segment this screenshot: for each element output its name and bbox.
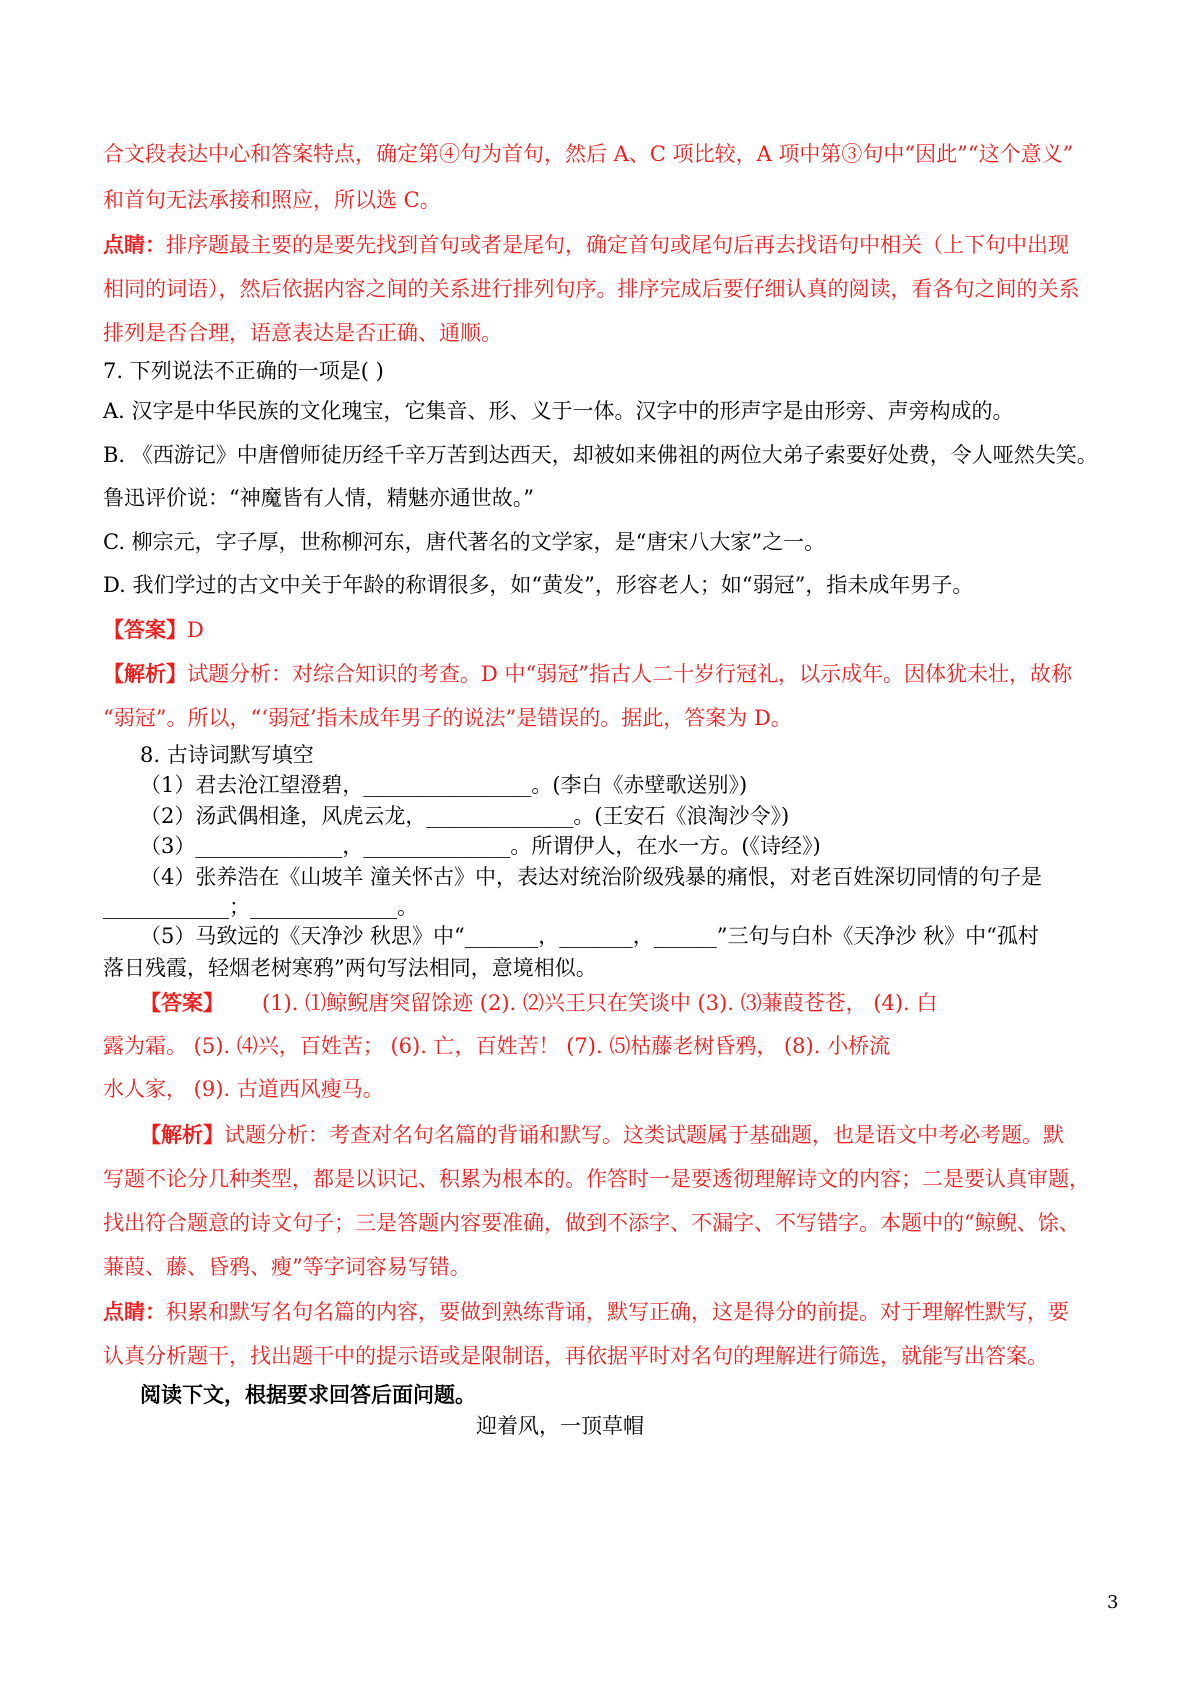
page-number: 3	[1107, 1592, 1119, 1613]
question-8-item-3: （3）______________，______________。所谓伊人，在水一方。(《诗经》)	[140, 834, 821, 858]
question-8-item-1: （1）君去沧江望澄碧，________________。(李白《赤壁歌送别》)	[140, 773, 748, 797]
explanation-line: 合文段表达中心和答案特点，确定第④句为首句，然后 A、C 项比较，A 项中第③句中“因此”“这个意义”	[103, 142, 1074, 166]
reading-title: 迎着风，一顶草帽	[476, 1414, 644, 1438]
question-7-stem: 7. 下列说法不正确的一项是( )	[103, 359, 384, 383]
tip-text: 积累和默写名句名篇的内容，要做到熟练背诵，默写正确，这是得分的前提。对于理解性默写，要	[166, 1300, 1069, 1324]
tip-paragraph	[103, 230, 1069, 260]
question-7-option-d: D. 我们学过的古文中关于年龄的称谓很多，如“黄发”，形容老人；如“弱冠”，指未成年男子。	[103, 573, 974, 597]
analysis-label: 【解析】	[140, 1122, 224, 1147]
question-8-analysis-cont: 写题不论分几种类型，都是以识记、积累为根本的。作答时一是要透彻理解诗文的内容；二是要认真审题，	[103, 1167, 1090, 1191]
question-8-tip-cont: 认真分析题干，找出题干中的提示语或是限制语，再依据平时对名句的理解进行筛选，就能写出答案。	[103, 1344, 1048, 1368]
question-8-analysis-cont: 找出符合题意的诗文句子；三是答题内容要准确，做到不添字、不漏字、不写错字。本题中的“鲸鲵、馀、	[103, 1211, 1080, 1235]
analysis-text: 试题分析：考查对名句名篇的背诵和默写。这类试题属于基础题，也是语文中考必考题。默	[224, 1123, 1064, 1147]
question-7-answer	[103, 615, 204, 645]
analysis-label: 【解析】	[103, 661, 187, 686]
answer-label: 【答案】	[140, 990, 224, 1015]
question-7-option-b-cont: 鲁迅评价说：“神魔皆有人情，精魅亦通世故。”	[103, 486, 534, 510]
question-7-option-a: A. 汉字是中华民族的文化瑰宝，它集音、形、义于一体。汉字中的形声字是由形旁、声旁构成的。	[103, 399, 1014, 423]
explanation-line: 和首句无法承接和照应，所以选 C。	[103, 188, 441, 212]
answer-text: (1). ⑴鲸鲵唐突留馀迹 (2). ⑵兴王只在笑谈中 (3). ⑶蒹葭苍苍， (4). 白	[262, 991, 938, 1015]
question-7-option-c: C. 柳宗元，字子厚，世称柳河东，唐代著名的文学家，是“唐宋八大家”之一。	[103, 530, 826, 554]
tip-line: 排列是否合理，语意表达是否正确、通顺。	[103, 321, 502, 345]
question-8-answer-cont: 露为霜。 (5). ⑷兴，百姓苦； (6). 亡，百姓苦！ (7). ⑸枯藤老树昏鸦， (8). 小桥流	[103, 1034, 891, 1058]
tip-label: 点睛：	[103, 1299, 166, 1324]
question-7-analysis	[103, 659, 1072, 689]
question-8-item-5: （5）马致远的《天净沙 秋思》中“_______，_______，______”三句与白朴《天净沙 秋》中“孤村	[140, 924, 1039, 948]
answer-value: D	[187, 618, 204, 642]
question-8-item-4: （4）张养浩在《山坡羊 潼关怀古》中，表达对统治阶级残暴的痛恨，对老百姓深切同情的句子是	[140, 865, 1043, 889]
question-8-tip	[103, 1297, 1069, 1327]
question-8-answer-cont: 水人家， (9). 古道西风瘦马。	[103, 1077, 384, 1101]
tip-label: 点睛：	[103, 232, 166, 257]
question-8-answer	[140, 988, 937, 1018]
question-8-analysis	[140, 1120, 1064, 1150]
question-8-analysis-cont: 蒹葭、藤、昏鸦、瘦”等字词容易写错。	[103, 1255, 471, 1279]
question-8-stem: 8. 古诗词默写填空	[140, 743, 314, 767]
analysis-text: 试题分析：对综合知识的考查。D 中“弱冠”指古人二十岁行冠礼，以示成年。因体犹未壮，故称	[187, 662, 1072, 686]
question-8-item-4-cont: ____________；______________。	[103, 895, 418, 919]
question-8-item-5-cont: 落日残霞，轻烟老树寒鸦”两句写法相同，意境相似。	[103, 956, 597, 980]
tip-line: 相同的词语），然后依据内容之间的关系进行排列句序。排序完成后要仔细认真的阅读，看各句之间的关系	[103, 277, 1080, 301]
tip-text: 排序题最主要的是要先找到首句或者是尾句，确定首句或尾句后再去找语句中相关（上下句中出现	[166, 233, 1069, 257]
reading-instruction: 阅读下文，根据要求回答后面问题。	[140, 1382, 476, 1407]
answer-label: 【答案】	[103, 617, 187, 642]
question-7-analysis-cont: “弱冠”。所以，“‘弱冠’指未成年男子的说法”是错误的。据此，答案为 D。	[103, 706, 792, 730]
question-7-option-b: B. 《西游记》中唐僧师徒历经千辛万苦到达西天，却被如来佛祖的两位大弟子索要好处费，令人哑然失笑。	[103, 443, 1098, 467]
question-8-item-2: （2）汤武偶相逢，风虎云龙，______________。(王安石《浪淘沙令》)	[140, 804, 790, 828]
